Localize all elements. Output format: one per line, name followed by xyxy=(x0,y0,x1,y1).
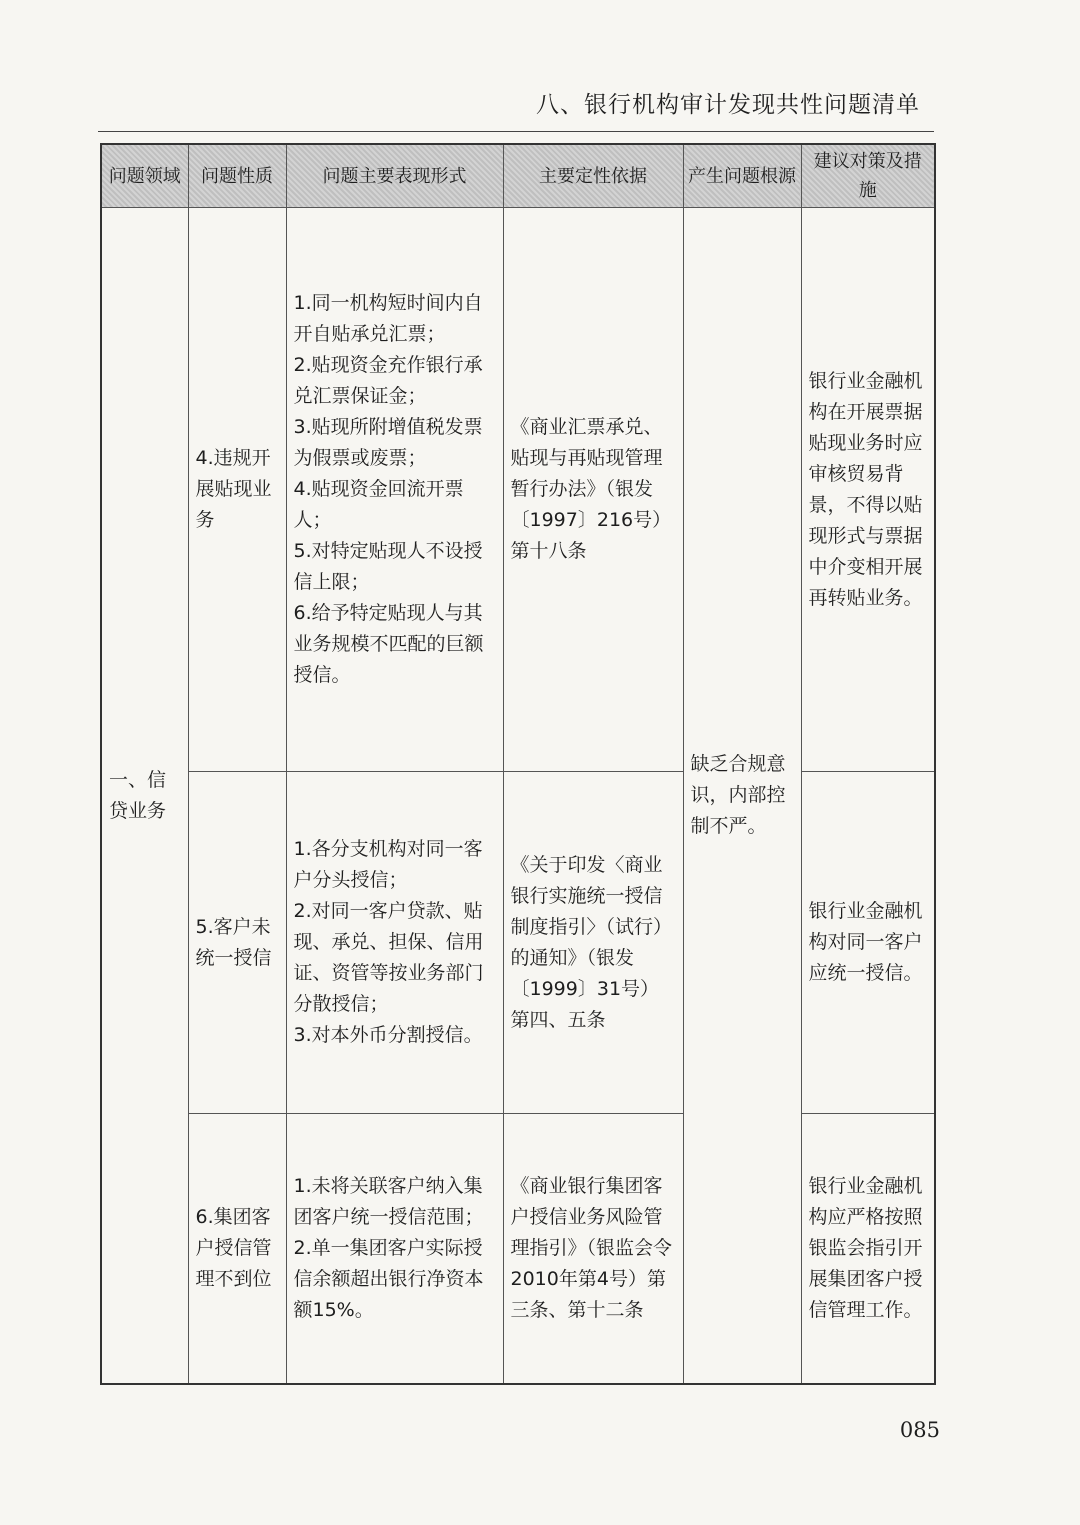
nature-cell: 5.客户未统一授信 xyxy=(188,772,286,1114)
table-row xyxy=(101,208,935,772)
table-header-row xyxy=(101,144,935,208)
audit-issues-table xyxy=(100,143,936,1385)
table-row xyxy=(101,1114,935,1384)
root-cause-cell: 缺乏合规意识，内部控制不严。 xyxy=(683,208,801,1385)
column-header-root-cause: 产生问题根源 xyxy=(683,144,801,208)
form-item: 6.给予特定贴现人与其业务规模不匹配的巨额授信。 xyxy=(293,602,484,687)
page-header-title: 八、银行机构审计发现共性问题清单 xyxy=(536,92,920,118)
forms-cell xyxy=(286,772,503,1114)
nature-cell: 4.违规开展贴现业务 xyxy=(188,208,286,772)
suggestion-cell: 银行业金融机构应严格按照银监会指引开展集团客户授信管理工作。 xyxy=(801,1114,935,1384)
area-cell: 一、信贷业务 xyxy=(101,208,188,1385)
column-header-basis: 主要定性依据 xyxy=(503,144,683,208)
column-header-suggestion: 建议对策及措施 xyxy=(801,144,935,208)
form-item: 1.同一机构短时间内自开自贴承兑汇票； xyxy=(293,292,483,346)
column-header-area: 问题领域 xyxy=(101,144,188,208)
table-row xyxy=(101,772,935,1114)
suggestion-cell: 银行业金融机构对同一客户应统一授信。 xyxy=(801,772,935,1114)
page-number: 085 xyxy=(899,1418,940,1442)
form-item: 1.未将关联客户纳入集团客户统一授信范围； xyxy=(293,1175,484,1229)
basis-cell: 《关于印发〈商业银行实施统一授信制度指引〉（试行）的通知》（银发〔1999〕31号）第四、五条 xyxy=(503,772,683,1114)
column-header-forms: 问题主要表现形式 xyxy=(286,144,503,208)
forms-cell xyxy=(286,1114,503,1384)
form-item: 1.各分支机构对同一客户分头授信； xyxy=(293,838,483,892)
nature-cell: 6.集团客户授信管理不到位 xyxy=(188,1114,286,1384)
basis-cell: 《商业银行集团客户授信业务风险管理指引》（银监会令2010年第4号）第三条、第十二条 xyxy=(503,1114,683,1384)
forms-cell xyxy=(286,208,503,772)
form-item: 4.贴现资金回流开票人； xyxy=(293,478,464,532)
column-header-nature: 问题性质 xyxy=(188,144,286,208)
suggestion-cell: 银行业金融机构在开展票据贴现业务时应审核贸易背景，不得以贴现形式与票据中介变相开展再转贴业务。 xyxy=(801,208,935,772)
form-item: 2.贴现资金充作银行承兑汇票保证金； xyxy=(293,354,483,408)
form-item: 3.贴现所附增值税发票为假票或废票； xyxy=(293,416,483,470)
basis-cell: 《商业汇票承兑、贴现与再贴现管理暂行办法》（银发〔1997〕216号）第十八条 xyxy=(503,208,683,772)
form-item: 3.对本外币分割授信。 xyxy=(293,1024,483,1047)
form-item: 2.对同一客户贷款、贴现、承兑、担保、信用证、资管等按业务部门分散授信； xyxy=(293,900,484,1016)
form-item: 5.对特定贴现人不设授信上限； xyxy=(293,540,483,594)
header-divider xyxy=(98,131,934,132)
form-item: 2.单一集团客户实际授信余额超出银行净资本额15%。 xyxy=(293,1237,484,1322)
